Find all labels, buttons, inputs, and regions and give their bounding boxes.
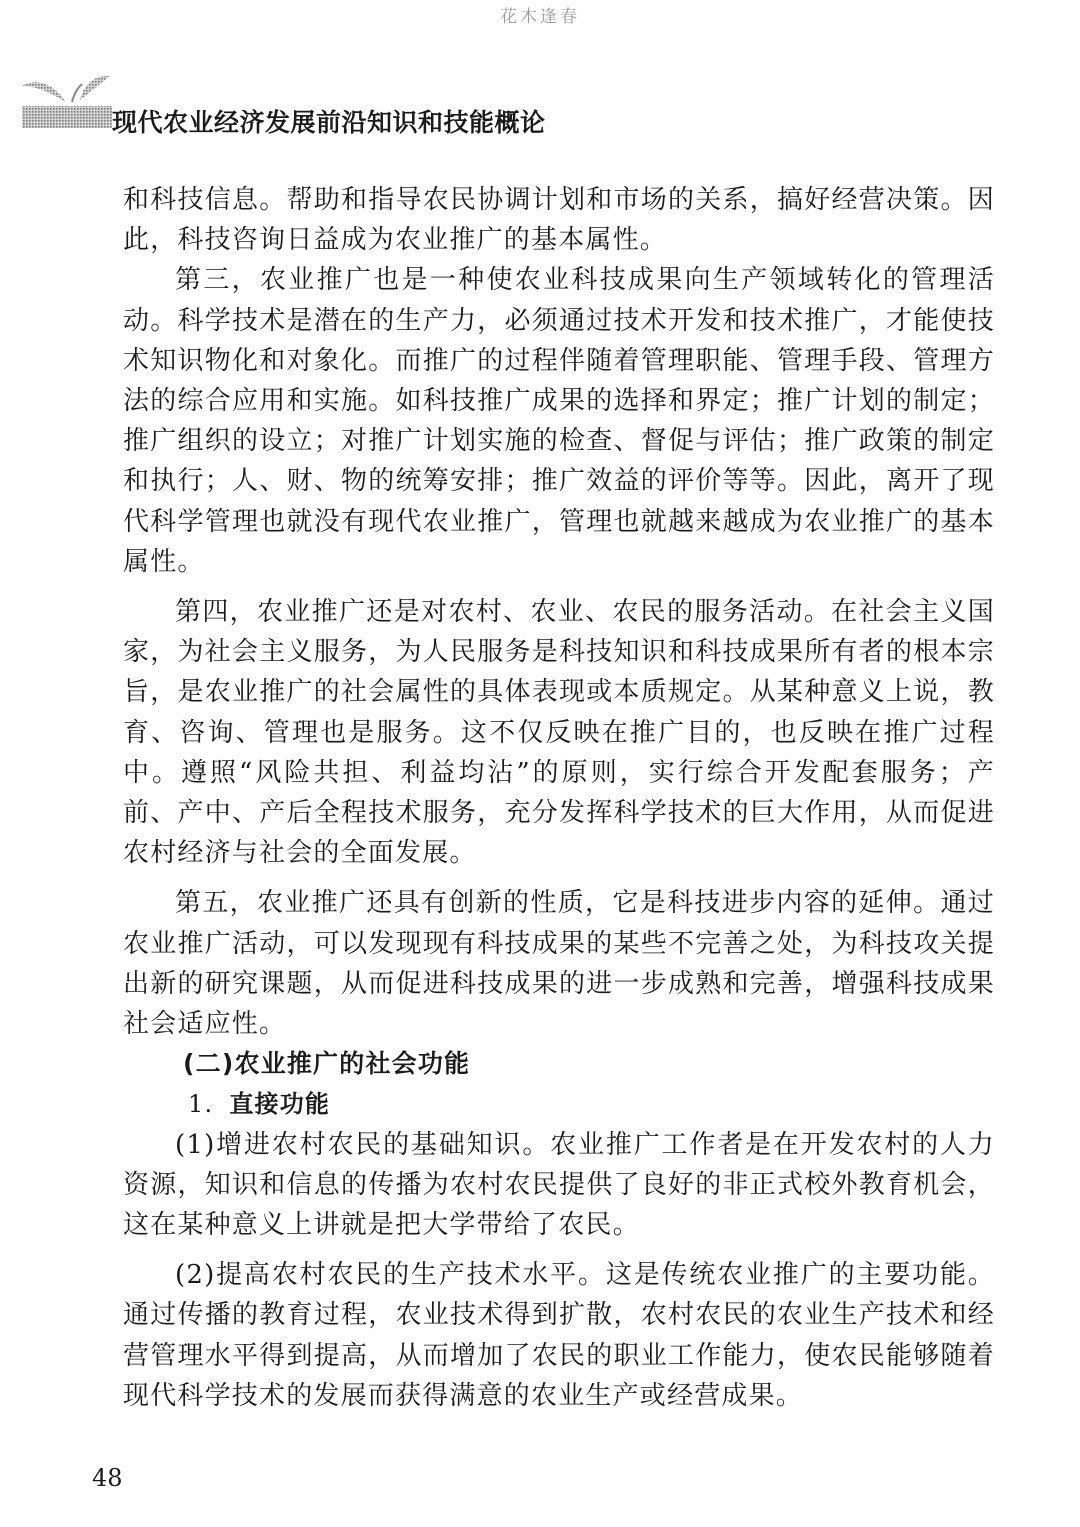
running-header-title: 现代农业经济发展前沿知识和技能概论	[112, 108, 546, 137]
subsection-number: 1.	[188, 1090, 214, 1119]
paragraph-third: 第三，农业推广也是一种使农业科技成果向生产领域转化的管理活动。科学技术是潜在的生产力，必须通过技术开发和技术推广，才能使技术知识物化和对象化。而推广的过程伴随着管理职能、管理手段、管理方法的综合应用和实施。如科技推广成果的选择和界定；推广计划的制定；推广组织的设立；对推广计划实施的检查、督促与评估；推广政策的制定和执行；人、财、物的统筹安排；推广效益的评价等等。因此，离开了现代科学管理也就没有现代农业推广，管理也就越来越成为农业推广的基本属性。	[123, 265, 995, 577]
list-item-1: (1)增进农村农民的基础知识。农业推广工作者是在开发农村的人力资源，知识和信息的传播为农村农民提供了良好的非正式校外教育机会，这在某种意义上讲就是把大学带给了农民。	[123, 1129, 995, 1241]
paragraph-fifth: 第五，农业推广还具有创新的性质，它是科技进步内容的延伸。通过农业推广活动，可以发现现有科技成果的某些不完善之处，为科技攻关提出新的研究课题，从而促进科技成果的进一步成熟和完善，增强科技成果社会适应性。	[123, 888, 995, 1040]
page-body	[123, 180, 995, 1416]
watermark-text: 花木逢春	[500, 7, 580, 27]
paragraph-fourth: 第四，农业推广还是对农村、农业、农民的服务活动。在社会主义国家，为社会主义服务，为人民服务是科技知识和科技成果所有者的根本宗旨，是农业推广的社会属性的具体表现或本质规定。从某种意义上说，教育、咨询、管理也是服务。这不仅反映在推广目的，也反映在推广过程中。遵照“风险共担、利益均沾”的原则，实行综合开发配套服务；产前、产中、产后全程技术服务，充分发挥科学技术的巨大作用，从而促进农村经济与社会的全面发展。	[123, 597, 995, 869]
subsection-heading	[123, 1084, 995, 1124]
subsection-title: 直接功能	[229, 1090, 331, 1119]
list-item-2: (2)提高农村农民的生产技术水平。这是传统农业推广的主要功能。通过传播的教育过程，农业技术得到扩散，农村农民的农业生产技术和经营管理水平得到提高，从而增加了农民的职业工作能力，使农民能够随着现代科学技术的发展而获得满意的农业生产或经营成果。	[123, 1260, 995, 1411]
section-heading: (二)农业推广的社会功能	[183, 1049, 471, 1079]
paragraph-continuation: 和科技信息。帮助和指导农民协调计划和市场的关系，搞好经营决策。因此，科技咨询日益成为农业推广的基本属性。	[123, 185, 995, 256]
header-leaf-logo-icon	[20, 72, 112, 134]
page-number: 48	[92, 1464, 123, 1492]
